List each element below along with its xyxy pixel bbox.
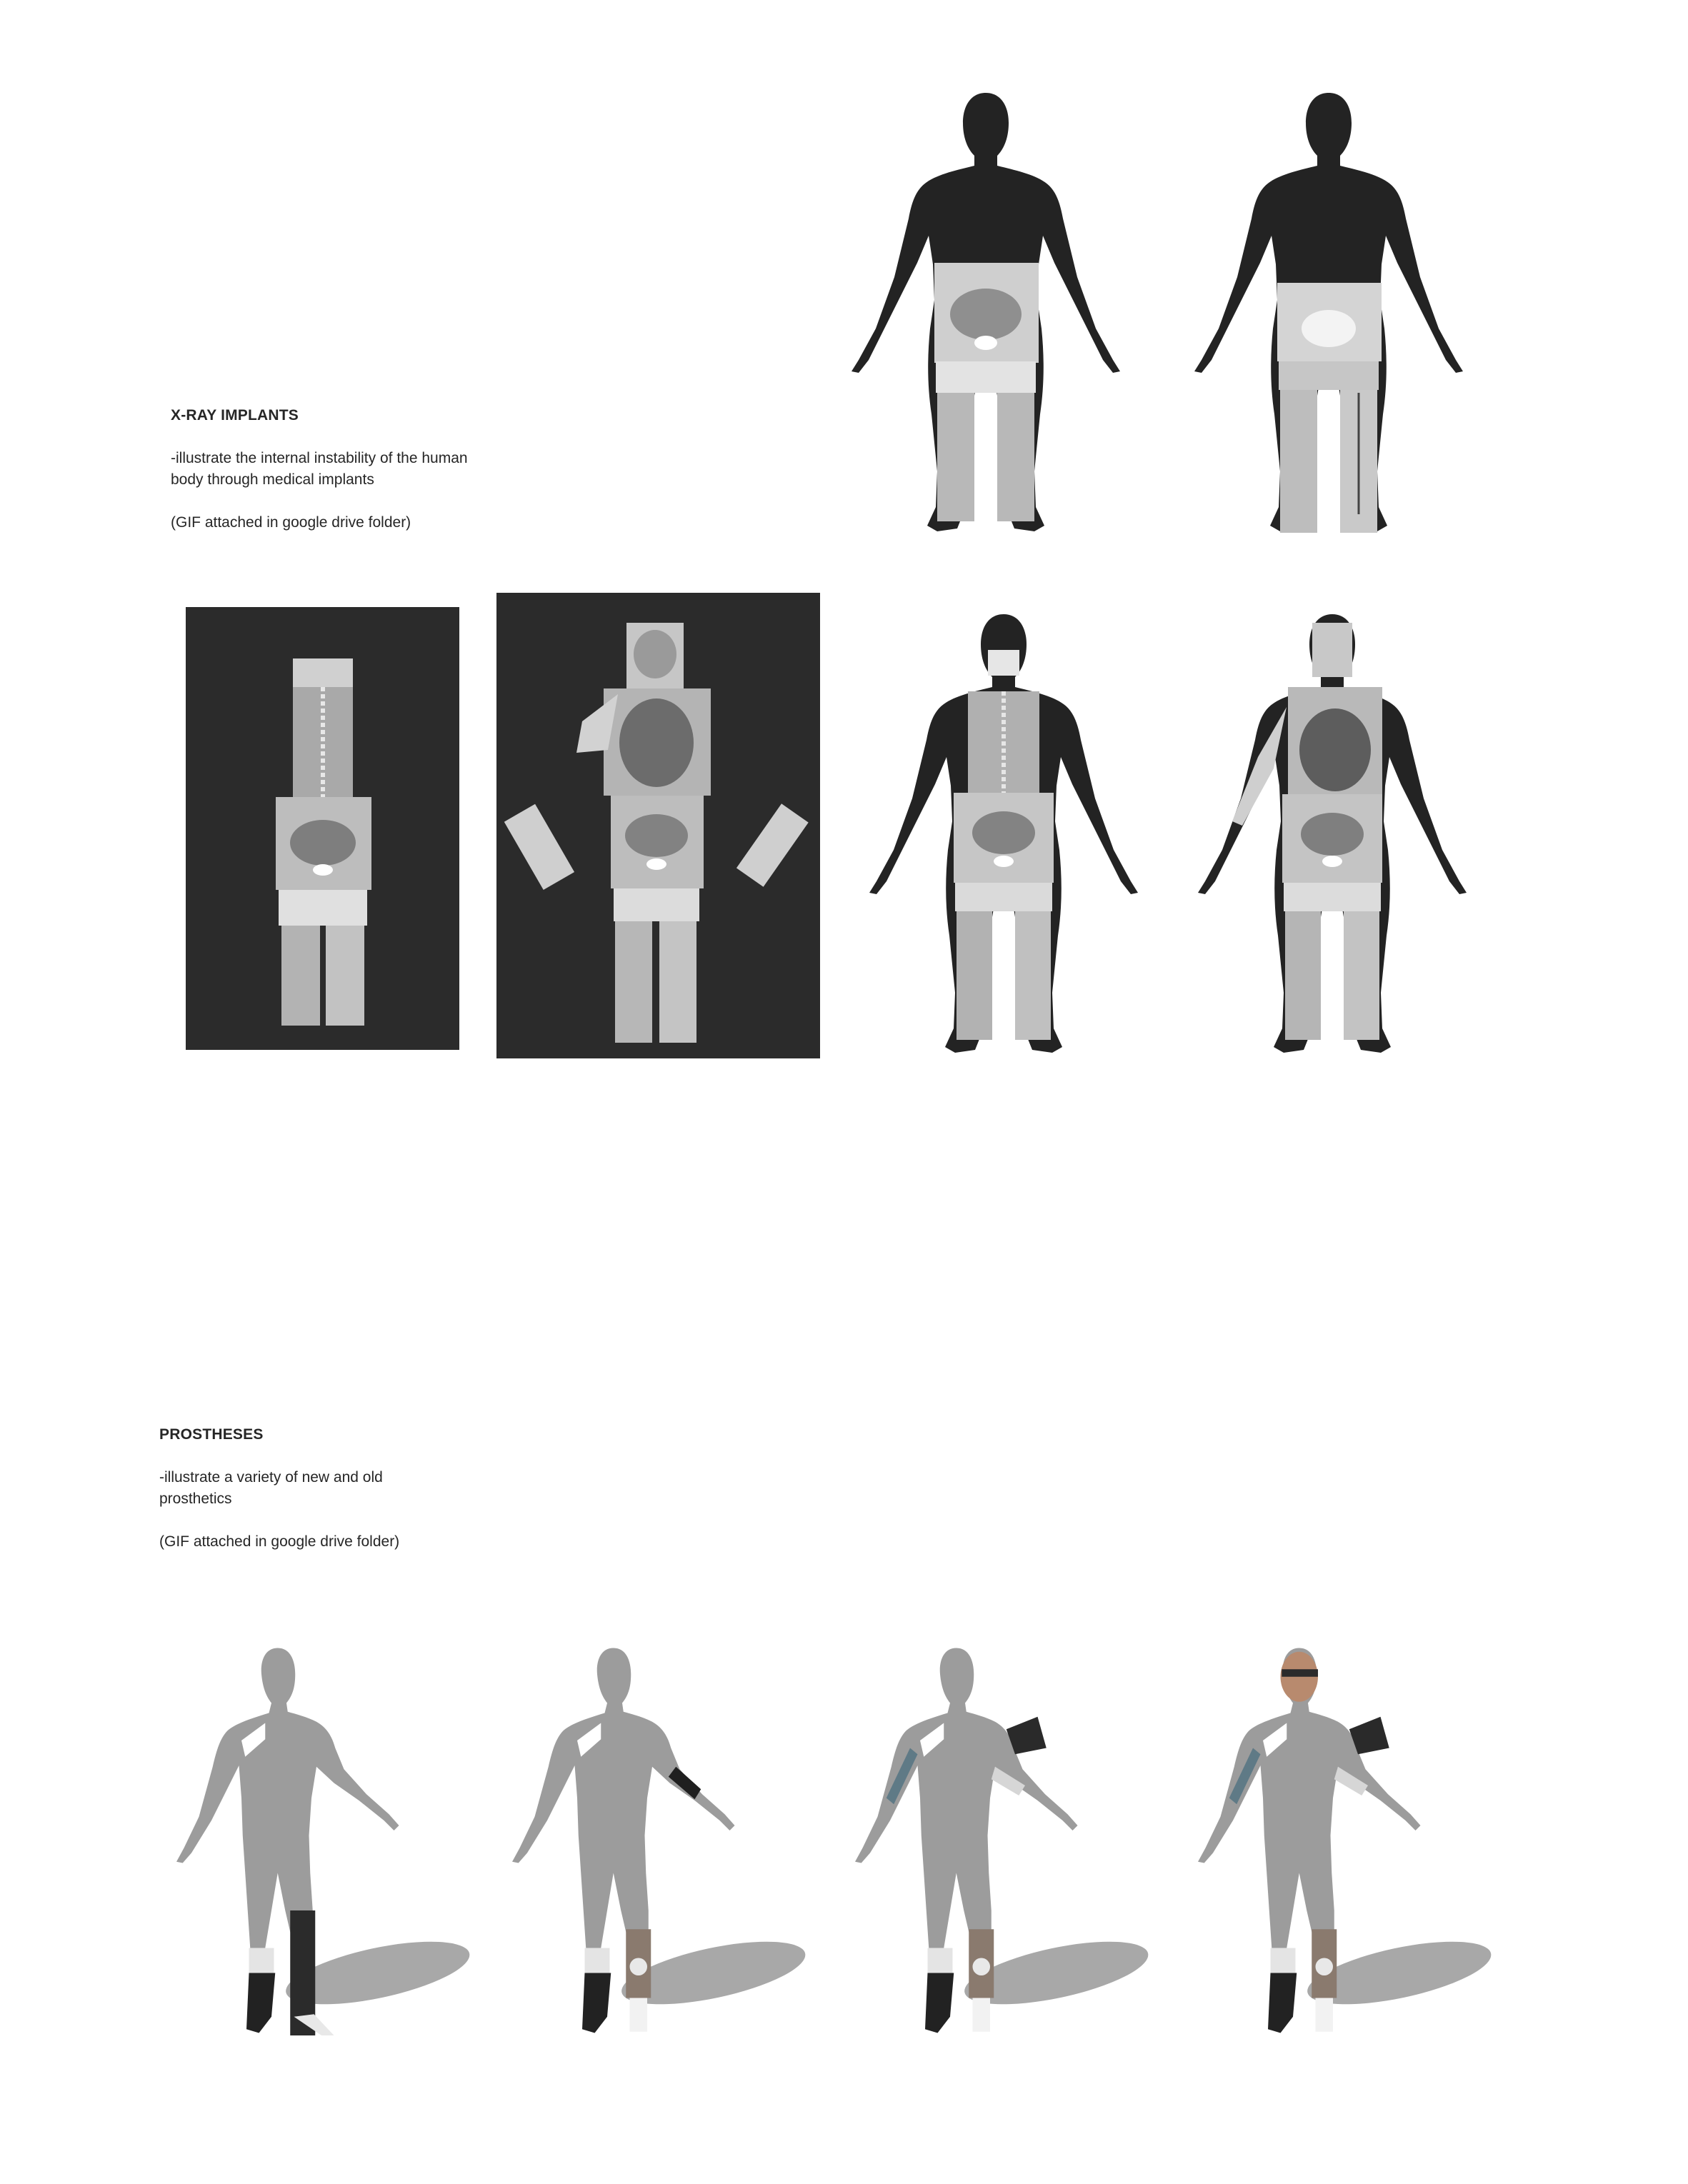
prostheses-text: [159, 1424, 531, 1574]
xray-figure-3: [854, 607, 1154, 1064]
xray-legs-overlay: [1277, 283, 1382, 533]
prostheses-description: -illustrate a variety of new and old prosthetics: [159, 1469, 383, 1507]
xray-implants-heading: X-RAY IMPLANTS: [171, 407, 299, 424]
xray-panel-2-figure: [496, 593, 820, 1058]
xray-implants-note: (GIF attached in google drive folder): [171, 514, 411, 531]
xray-implants-text: [171, 405, 542, 555]
xray-figure-4: [1182, 607, 1482, 1064]
prostheses-note: (GIF attached in google drive folder): [159, 1533, 400, 1550]
prosthesis-figure-1: [150, 1636, 493, 2035]
xray-figure-2: [1179, 86, 1479, 543]
prosthesis-figure-4: [1172, 1636, 1514, 2035]
prosthesis-figure-3: [829, 1636, 1172, 2035]
prosthesis-figure-2: [486, 1636, 829, 2035]
xray-panel-1-figure: [186, 607, 459, 1050]
prostheses-heading: PROSTHESES: [159, 1426, 264, 1443]
xray-figure-1: [836, 86, 1136, 543]
xray-implants-description: -illustrate the internal instability of the human body through medical implants: [171, 450, 468, 488]
